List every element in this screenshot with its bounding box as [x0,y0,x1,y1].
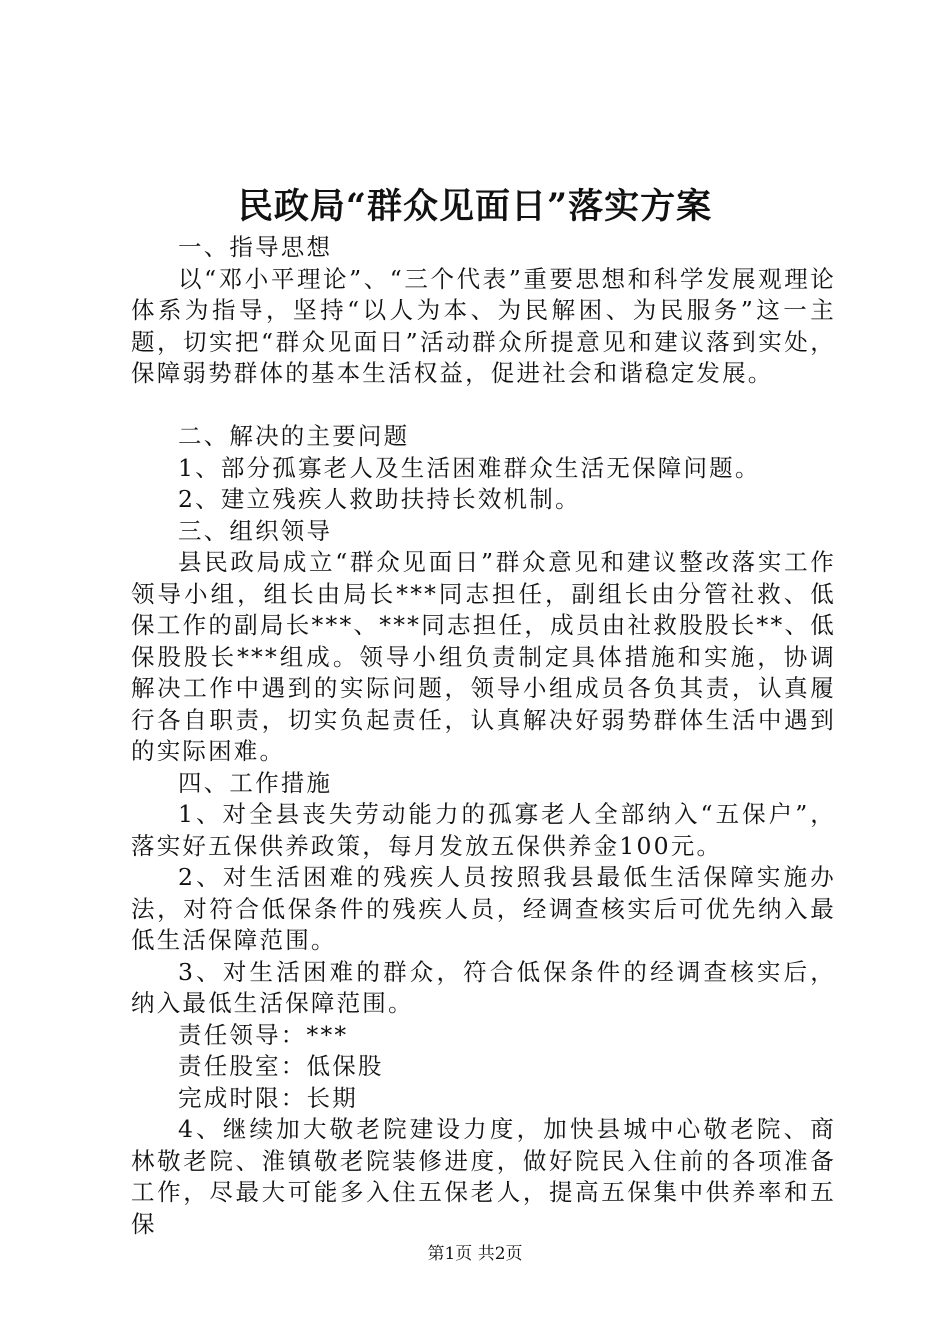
measure-item-1: 1、对全县丧失劳动能力的孤寡老人全部纳入“五保户”，落实好五保供养政策，每月发放五保供养金100元。 [131,800,836,860]
problem-item-2: 2、建立残疾人救助扶持长效机制。 [178,485,581,513]
problem-item-1: 1、部分孤寡老人及生活困难群众生活无保障问题。 [178,453,761,482]
paragraph-organization: 县民政局成立“群众见面日”群众意见和建议整改落实工作领导小组，组长由局长***同志担任，副组长由分管社救、低保工作的副局长***、***同志担任，成员由社救股股长**、低保股股长***组成。领导小组负责制定具体措施和实施，协调解决工作中遇到的实际问题，领导小组成员各负其责，认真履行各自职责，切实负起责任，认真解决好弱势群体生活中遇到的实际困难。 [131,548,836,765]
page-footer: 第1页 共2页 [427,1244,523,1264]
measure-item-2: 2、对生活困难的残疾人员按照我县最低生活保障实施办法，对符合低保条件的残疾人员，经调查核实后可优先纳入最低生活保障范围。 [131,863,836,954]
paragraph-guiding-thought: 以“邓小平理论”、“三个代表”重要思想和科学发展观理论体系为指导，坚持“以人为本、为民解困、为民服务”这一主题，切实把“群众见面日”活动群众所提意见和建议落到实处，保障弱势群体的基本生活权益，促进社会和谐稳定发展。 [131,264,836,387]
document-body [131,232,836,1240]
responsible-leader: 责任领导：*** [178,1020,349,1049]
section-heading-1: 一、指导思想 [178,233,333,261]
section-heading-3: 三、组织领导 [178,516,333,545]
responsible-office: 责任股室：低保股 [178,1052,384,1080]
section-heading-4: 四、工作措施 [178,768,333,797]
completion-deadline: 完成时限：长期 [178,1083,358,1112]
section-heading-2: 二、解决的主要问题 [178,422,410,450]
blank-line [131,390,836,422]
measure-item-3: 3、对生活困难的群众，符合低保条件的经调查核实后，纳入最低生活保障范围。 [131,957,836,1017]
measure-item-4: 4、继续加大敬老院建设力度，加快县城中心敬老院、商林敬老院、淮镇敬老院装修进度，做好院民入住前的各项准备工作，尽最大可能多入住五保老人，提高五保集中供养率和五保 [131,1115,836,1238]
document-title: 民政局“群众见面日”落实方案 [237,186,713,227]
